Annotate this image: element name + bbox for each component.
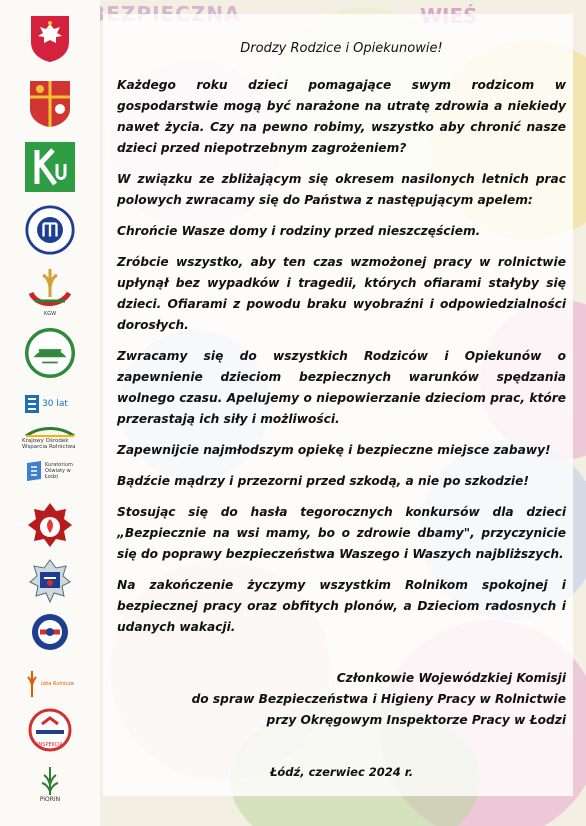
letter-paragraph: Zwracamy się do wszystkich Rodziców i Opiekunów o zapewnienie dzieciom bezpiecznych warunków spędzania wolnego czasu. Apelujemy o niepowierzanie dzieciom prac, które przerastają ich siły i możliwości.: [117, 349, 566, 426]
national-agricultural-support-centre-logo-icon: Krajowy Ośrodek Wsparcia Rolnictwa: [25, 423, 75, 453]
letter-paragraph: Zróbcie wszystko, aby ten czas wzmożonej pracy w rolnictwie upłynął bez wypadków i tragedii, których ofiarami stałyby się dzieci. Ofiarami z powodu braku wyobraźni i odpowiedzialności dorosłych.: [117, 255, 566, 332]
letter-paragraph: Na zakończenie życzymy wszystkim Rolnikom spokojnej i bezpiecznej pracy oraz obfitych plonów, a Dzieciom radosnych i udanych wakacji.: [117, 578, 566, 634]
agricultural-association-logo-icon: [25, 322, 75, 384]
letter-paragraph: Bądźcie mądrzy i przezorni przed szkodą, a nie po szkodzie!: [117, 474, 529, 488]
partner-logos-column: [0, 0, 100, 826]
letter-paragraph: W związku ze zbliżającym się okresem nasilonych letnich prac polowych zwracamy się do Państwa z następującym apelem:: [117, 172, 566, 207]
poland-eagle-emblem-icon: [25, 12, 75, 66]
letter-signature: [117, 668, 566, 731]
pcrin-logo-icon: PiORiN: [25, 760, 75, 808]
lodz-voivodeship-coat-of-arms-icon: [25, 78, 75, 130]
letter-paragraph: Zapewnijcie najmłodszym opiekę i bezpieczne miejsce zabawy!: [117, 443, 551, 457]
krus-logo-icon: [25, 142, 75, 192]
signature-line: przy Okręgowym Inspektorze Pracy w Łodzi: [266, 713, 566, 727]
fire-service-emblem-icon: [25, 500, 75, 552]
border-guard-emblem-icon: [25, 612, 75, 652]
signature-line: Członkowie Wojewódzkiej Komisji: [336, 671, 566, 685]
agricultural-chamber-logo-icon: Izba Rolnicza: [25, 666, 79, 702]
letter-date: Łódź, czerwiec 2024 r.: [269, 765, 414, 779]
letter-paragraph: Stosując się do hasła tegorocznych konkursów dla dzieci „Bezpiecznie na wsi mamy, bo o zdrowie dbamy", przyczynicie się do poprawy bezpieczeństwa Waszego i Waszych najbliższych.: [117, 505, 566, 561]
letter-paragraph: Chrońcie Wasze domy i rodziny przed nieszczęściem.: [117, 224, 481, 238]
education-office-lodz-logo-icon: Kuratorium Oświaty w Łodzi: [25, 456, 79, 486]
police-emblem-icon: [25, 558, 75, 604]
thirty-years-logo-icon: 30 lat: [25, 392, 75, 416]
svg-text:INSPEKCJA: INSPEKCJA: [37, 742, 63, 748]
signature-line: do spraw Bezpieczeństwa i Higieny Pracy w Rolnictwie: [191, 692, 566, 706]
inspection-circle-logo-icon: [25, 708, 75, 752]
state-labour-inspection-logo-icon: [25, 203, 75, 257]
letter-body: [117, 38, 566, 783]
rural-housewives-association-logo-icon: KGW: [25, 262, 75, 320]
letter-title: Drodzy Rodzice i Opiekunowie!: [240, 41, 443, 56]
letter-paragraph: Każdego roku dzieci pomagające swym rodzicom w gospodarstwie mogą być narażone na utratę zdrowia a niekiedy nawet życia. Czy na pewno robimy, wszystko aby chronić nasze dzieci przed niepotrzebnym zagrożeniem?: [117, 78, 566, 155]
